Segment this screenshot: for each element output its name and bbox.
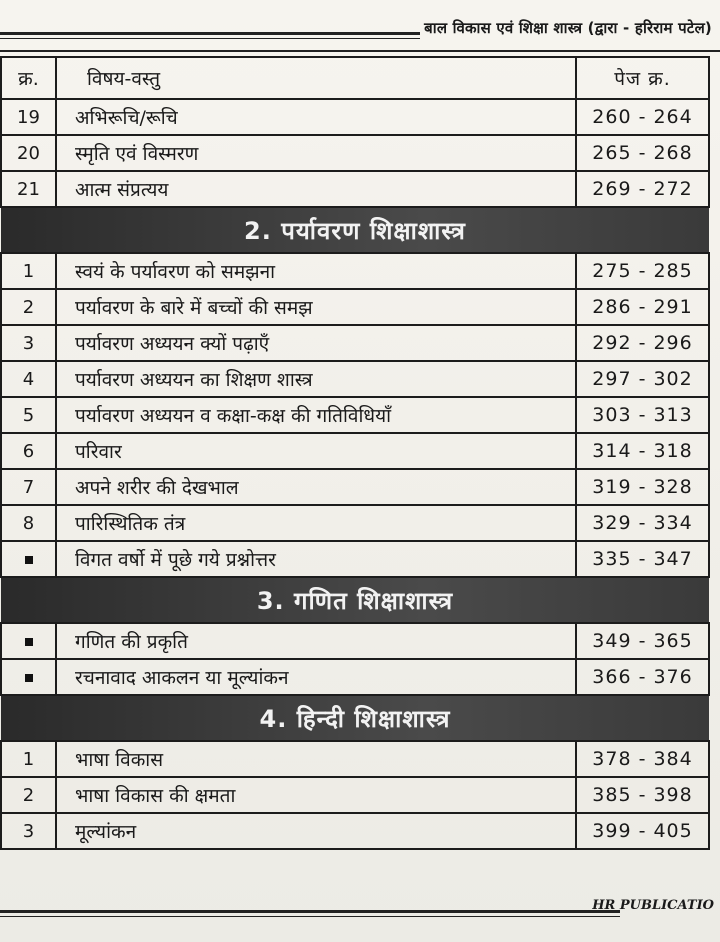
- row-num: 7: [1, 469, 56, 505]
- row-pages: 335 - 347: [576, 541, 709, 577]
- row-topic: पर्यावरण अध्ययन का शिक्षण शास्त्र: [56, 361, 576, 397]
- row-num: 4: [1, 361, 56, 397]
- row-topic: परिवार: [56, 433, 576, 469]
- row-bullet-cell: [1, 541, 56, 577]
- table-row: [1, 623, 709, 659]
- row-topic: पर्यावरण अध्ययन क्यों पढ़ाएँ: [56, 325, 576, 361]
- row-pages: 314 - 318: [576, 433, 709, 469]
- header-rule-full: [0, 50, 720, 52]
- row-pages: 378 - 384: [576, 741, 709, 777]
- header-rule-thick: [0, 32, 420, 35]
- row-num: 3: [1, 813, 56, 849]
- table-row: [1, 361, 709, 397]
- row-pages: 329 - 334: [576, 505, 709, 541]
- table-row: [1, 99, 709, 135]
- running-title: बाल विकास एवं शिक्षा शास्त्र (द्वारा - हरिराम पटेल): [424, 19, 712, 37]
- square-bullet-icon: [25, 556, 33, 564]
- row-num: 20: [1, 135, 56, 171]
- row-pages: 292 - 296: [576, 325, 709, 361]
- row-pages: 366 - 376: [576, 659, 709, 695]
- page-header: [0, 8, 720, 48]
- table-row: [1, 541, 709, 577]
- section-header-environment: [1, 207, 709, 253]
- row-topic: भाषा विकास: [56, 741, 576, 777]
- row-num: 1: [1, 741, 56, 777]
- row-pages: 260 - 264: [576, 99, 709, 135]
- square-bullet-icon: [25, 674, 33, 682]
- section-title: 2. पर्यावरण शिक्षाशास्त्र: [1, 207, 709, 253]
- row-num: 21: [1, 171, 56, 207]
- row-num: 5: [1, 397, 56, 433]
- table-row: [1, 253, 709, 289]
- col-header-page: पेज क्र.: [576, 57, 709, 99]
- footer-rule-thin: [0, 916, 620, 917]
- table-row: [1, 325, 709, 361]
- section-title: 4. हिन्दी शिक्षाशास्त्र: [1, 695, 709, 741]
- square-bullet-icon: [25, 638, 33, 646]
- table-row: [1, 135, 709, 171]
- col-header-topic: विषय-वस्तु: [56, 57, 576, 99]
- table-row: [1, 505, 709, 541]
- publisher-name: HR PUBLICATIO: [592, 898, 714, 913]
- row-topic: मूल्यांकन: [56, 813, 576, 849]
- section-header-maths: [1, 577, 709, 623]
- col-header-num: क्र.: [1, 57, 56, 99]
- row-topic: गणित की प्रकृति: [56, 623, 576, 659]
- page-footer: [0, 898, 720, 942]
- row-pages: 303 - 313: [576, 397, 709, 433]
- table-row: [1, 397, 709, 433]
- row-pages: 349 - 365: [576, 623, 709, 659]
- contents-table: [0, 56, 710, 850]
- table-row: [1, 777, 709, 813]
- table-row: [1, 659, 709, 695]
- row-topic: विगत वर्षो में पूछे गये प्रश्नोत्तर: [56, 541, 576, 577]
- row-pages: 385 - 398: [576, 777, 709, 813]
- row-topic: अभिरूचि/रूचि: [56, 99, 576, 135]
- row-topic: स्वयं के पर्यावरण को समझना: [56, 253, 576, 289]
- row-pages: 275 - 285: [576, 253, 709, 289]
- row-bullet-cell: [1, 623, 56, 659]
- row-pages: 269 - 272: [576, 171, 709, 207]
- table-row: [1, 289, 709, 325]
- row-topic: अपने शरीर की देखभाल: [56, 469, 576, 505]
- header-rule-thin: [0, 38, 420, 39]
- row-pages: 319 - 328: [576, 469, 709, 505]
- row-num: 1: [1, 253, 56, 289]
- table-row: [1, 433, 709, 469]
- footer-rule-thick: [0, 910, 620, 913]
- row-num: 6: [1, 433, 56, 469]
- row-pages: 297 - 302: [576, 361, 709, 397]
- row-topic: पारिस्थितिक तंत्र: [56, 505, 576, 541]
- row-bullet-cell: [1, 659, 56, 695]
- table-row: [1, 741, 709, 777]
- section-header-hindi: [1, 695, 709, 741]
- row-pages: 265 - 268: [576, 135, 709, 171]
- table-row: [1, 813, 709, 849]
- row-topic: स्मृति एवं विस्मरण: [56, 135, 576, 171]
- table-header-row: [1, 57, 709, 99]
- row-num: 2: [1, 289, 56, 325]
- row-num: 8: [1, 505, 56, 541]
- section-title: 3. गणित शिक्षाशास्त्र: [1, 577, 709, 623]
- row-pages: 286 - 291: [576, 289, 709, 325]
- row-num: 3: [1, 325, 56, 361]
- row-num: 19: [1, 99, 56, 135]
- table-row: [1, 469, 709, 505]
- row-pages: 399 - 405: [576, 813, 709, 849]
- row-topic: भाषा विकास की क्षमता: [56, 777, 576, 813]
- row-topic: पर्यावरण अध्ययन व कक्षा-कक्ष की गतिविधियाँ: [56, 397, 576, 433]
- row-topic: आत्म संप्रत्यय: [56, 171, 576, 207]
- table-row: [1, 171, 709, 207]
- row-topic: पर्यावरण के बारे में बच्चों की समझ: [56, 289, 576, 325]
- row-topic: रचनावाद आकलन या मूल्यांकन: [56, 659, 576, 695]
- row-num: 2: [1, 777, 56, 813]
